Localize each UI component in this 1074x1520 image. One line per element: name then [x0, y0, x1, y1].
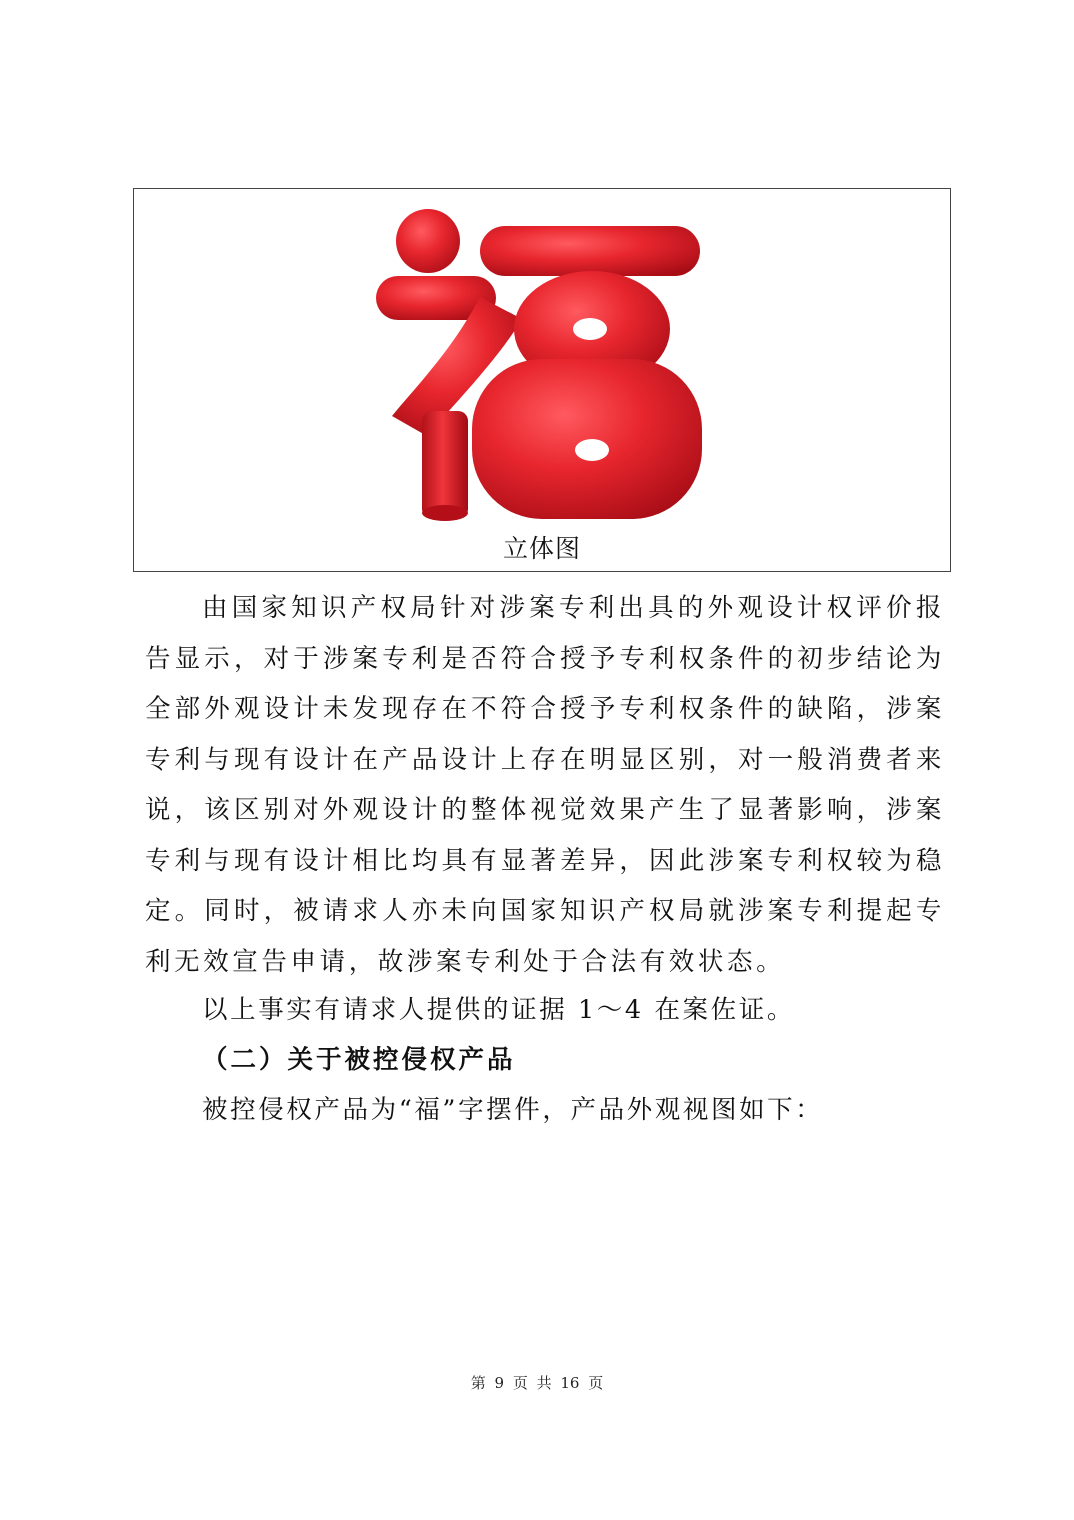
section-heading: （二）关于被控侵权产品	[202, 1045, 516, 1075]
figure-frame	[133, 188, 951, 572]
page-number: 第 9 页 共 16 页	[470, 1374, 604, 1392]
paragraph-evidence: 以上事实有请求人提供的证据 1～4 在案佐证。	[202, 995, 795, 1025]
figure-caption: 立体图	[502, 534, 581, 563]
fu-character-image	[372, 201, 712, 523]
paragraph-evaluation-report: 由国家知识产权局针对涉案专利出具的外观设计权评价报告显示，对于涉案专利是否符合授予专利权条件的初步结论为全部外观设计未发现存在不符合授予专利权条件的缺陷，涉案专利与现有设计在产品设计上存在明显区别，对一般消费者来说，该区别对外观设计的整体视觉效果产生了显著影响，涉案专利与现有设计相比均具有显著差异，因此涉案专利权较为稳定。同时，被请求人亦未向国家知识产权局就涉案专利提起专利无效宣告申请，故涉案专利处于合法有效状态。	[145, 593, 945, 977]
paragraph-product-intro: 被控侵权产品为“福”字摆件，产品外观视图如下：	[202, 1095, 824, 1125]
